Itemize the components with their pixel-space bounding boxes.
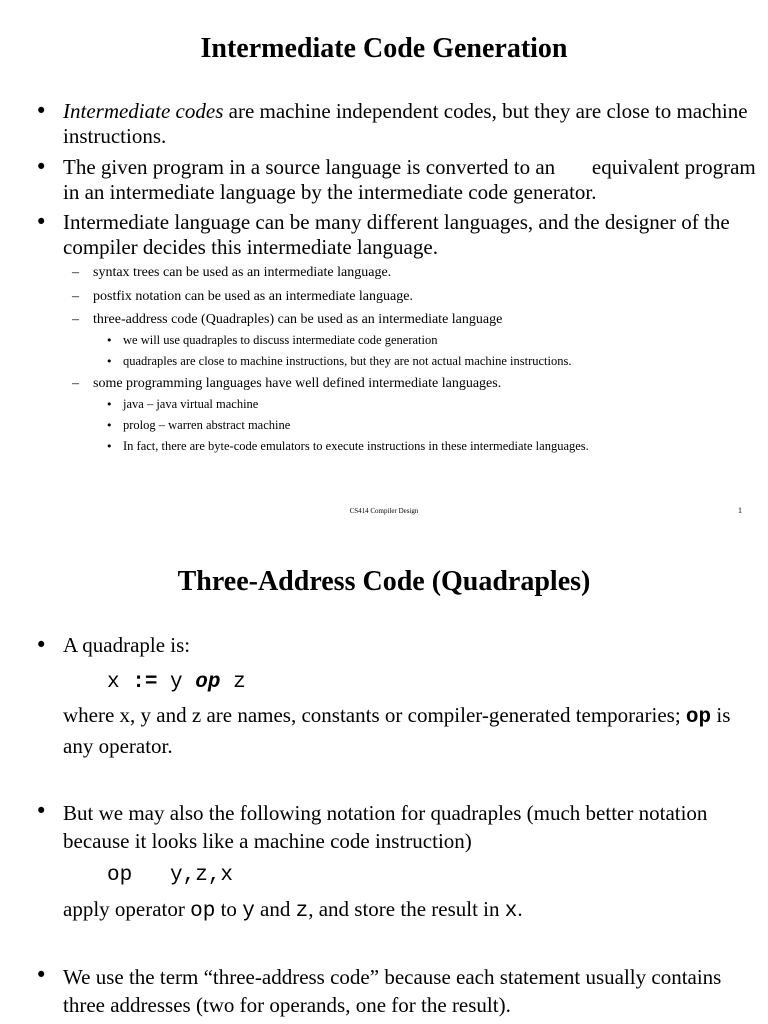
sub-item-text: postfix notation can be used as an intermediate language. [93, 289, 413, 304]
sub-item-text: three-address code (Quadraples) can be used as an intermediate language [93, 312, 503, 327]
bullet-text: Intermediate language can be many different languages, and the designer of the compiler decides this intermediate language. [63, 210, 730, 259]
quadraple-alt-code: op y,z,x [107, 864, 234, 887]
sub-sub-item-text: quadraples are close to machine instructions, but they are not actual machine instructions. [123, 354, 572, 368]
bullet-icon: • [106, 419, 113, 432]
bullet-icon: • [35, 799, 48, 823]
bullet-icon: • [35, 633, 48, 657]
dash-icon: – [72, 265, 79, 280]
sub-sub-item-text: we will use quadraples to discuss intermediate code generation [123, 333, 438, 347]
slide-2 [0, 530, 768, 1024]
sub-sub-item-text: In fact, there are byte-code emulators to execute instructions in these intermediate languages. [123, 439, 589, 453]
bullet-icon: • [106, 355, 113, 368]
dash-icon: – [72, 289, 79, 304]
sub-sub-item-text: prolog – warren abstract machine [123, 418, 291, 432]
bullet-text: But we may also the following notation for quadraples (much better notation because it looks like a machine code instruction) [63, 801, 708, 853]
sub-item-text: some programming languages have well defined intermediate languages. [93, 376, 502, 391]
bullet-text: A quadraple is: [63, 633, 191, 657]
bullet-icon: • [35, 963, 48, 987]
italic-term: Intermediate codes [63, 99, 224, 123]
op-keyword: op [685, 706, 712, 729]
page-number: 1 [738, 506, 742, 515]
bullet-icon: • [106, 398, 113, 411]
sub-sub-item-text: java – java virtual machine [123, 397, 259, 411]
dash-icon: – [72, 312, 79, 327]
bullet-icon: • [106, 440, 113, 453]
slide-footer: CS414 Compiler Design [349, 507, 419, 515]
quadraple-alt-description: apply operator op to y and z, and store the result in x. [63, 897, 523, 923]
bullet-icon: • [35, 155, 48, 179]
sub-item-text: syntax trees can be used as an intermediate language. [93, 265, 392, 280]
bullet-text: The given program in a source language is converted to an equivalent program in an intermediate language by the intermediate code generator. [63, 155, 762, 204]
slide-title: Three-Address Code (Quadraples) [177, 566, 591, 597]
bullet-icon: • [35, 210, 48, 234]
bullet-icon: • [35, 99, 48, 123]
bullet-icon: • [106, 334, 113, 347]
quadraple-code: x := y op z [107, 671, 246, 694]
slide-title: Intermediate Code Generation [200, 33, 568, 64]
dash-icon: – [72, 376, 79, 391]
bullet-text: We use the term “three-address code” because each statement usually contains three addresses (two for operands, one for the result). [63, 965, 722, 1017]
bullet-text: Intermediate codes are machine independent codes, but they are close to machine instructions. [63, 99, 748, 148]
quadraple-description: where x, y and z are names, constants or compiler-generated temporaries; op is any operator. [63, 703, 731, 758]
